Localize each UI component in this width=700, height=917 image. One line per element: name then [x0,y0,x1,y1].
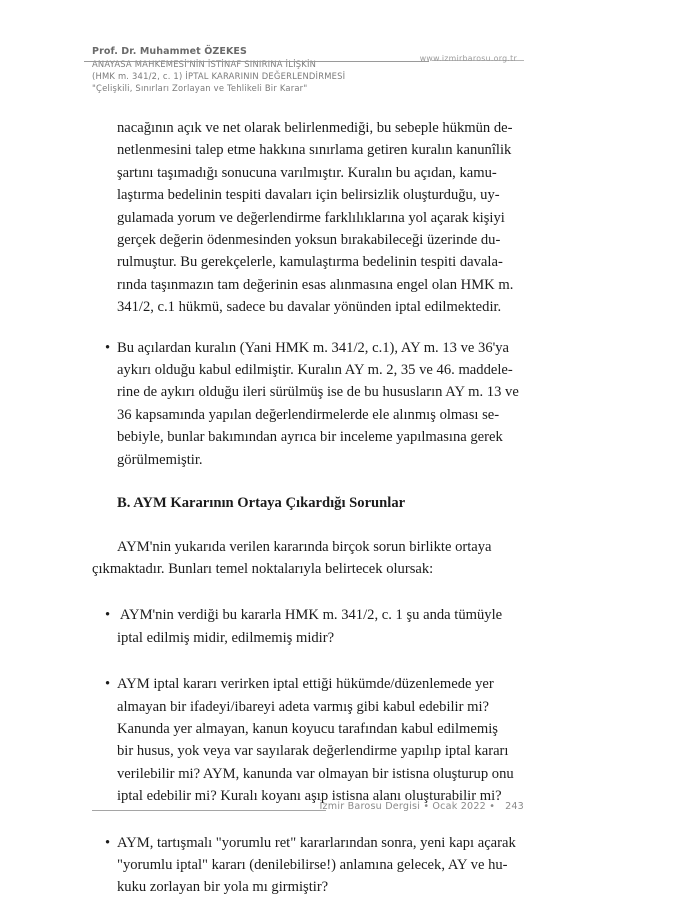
bullet-symbol: • [105,607,111,624]
bullet-symbol: • [105,676,111,693]
text-line: • AYM, tartışmalı "yorumlu ret" kararlarından sonra, yeni kapı açarak [105,832,522,854]
text-line: çıkmaktadır. Bunları temel noktalarıyla belirtecek olursak: [92,560,434,577]
article-title-line-1: ANAYASA MAHKEMESİ'NİN İSTİNAF SINIRINA İLİŞKİN [92,59,317,69]
text-line: rulmuştur. Bu gerekçelerle, kamulaştırma bedelinin tespiti davala- [117,254,503,271]
page-body [92,117,522,899]
text-line: "yorumlu iptal" kararı (denilebilirse!) anlamına gelecek, AY ve hu- [117,856,508,873]
text-line: laştırma bedelinin tespiti davaları için belirsizlik oluşturduğu, uy- [117,187,500,204]
page-footer [320,801,524,812]
text-line: iptal edilmiş midir, edilmemiş midir? [117,629,335,646]
author-name: Prof. Dr. Muhammet ÖZEKES [92,46,247,57]
bullet-paragraph [92,337,522,471]
text-line: 36 kapsamında yapılan değerlendirmelerde ele alınmış olması se- [117,406,500,423]
text-line: bebiyle, bunlar bakımından ayrıca bir inceleme yapılmasına gerek [117,429,503,446]
journal-name: İzmir Barosu Dergisi • Ocak 2022 • [319,801,496,812]
header-rule [84,61,429,62]
text-line: görülmemiştir. [117,451,203,468]
question-item [92,832,522,899]
section-heading: B. AYM Kararının Ortaya Çıkardığı Sorunlar [117,495,406,512]
text-line: gerçek değerin ödenmesinden yoksun bırakabileceği üzerinde du- [117,232,501,249]
text-line: iptal edebilir mi? Kuralı koyanı aşıp istisna alanı oluşturabilir mi? [117,788,502,805]
text-line: nacağının açık ve net olarak belirlenmediği, bu sebeple hükmün de- [117,120,513,136]
running-header [92,46,345,94]
question-item [92,604,522,649]
text-line: rında taşınmazın tam değerinin esas alınmasına engel olan HMK m. [117,276,514,293]
text-line: almayan bir ifadeyi/ibareyi adeta varmış gibi kabul edebilir mi? [117,698,490,715]
text-line: aykırı olduğu kabul edilmiştir. Kuralın AY m. 2, 35 ve 46. maddele- [117,362,513,379]
text-line: • Bu açılardan kuralın (Yani HMK m. 341/2, c.1), AY m. 13 ve 36'ya [105,337,522,359]
text-line: • AYM'nin verdiği bu kararla HMK m. 341/2, c. 1 şu anda tümüyle [105,604,522,626]
text-line: bir husus, yok veya var sayılarak değerlendirme yapılıp iptal kararı [117,743,509,760]
text-line: rine de aykırı olduğu ileri sürülmüş ise de bu hususların AY m. 13 ve [117,384,519,401]
text-line: 341/2, c.1 hükmü, sadece bu davalar yönünden iptal edilmektedir. [117,299,502,316]
article-subtitle: "Çelişkili, Sınırları Zorlayan ve Tehlikeli Bir Karar" [92,83,308,93]
text-line: verilebilir mi? AYM, kanunda var olmayan bir istisna oluşturup onu [117,765,514,782]
website-link[interactable]: www.izmirbarosu.org.tr [419,54,517,63]
text-line: AYM'nin yukarıda verilen kararında birçok sorun birlikte ortaya [117,538,492,555]
text-line: gulamada yorum ve değerlendirme farklılıklarına yol açarak kişiyi [117,209,505,226]
bullet-symbol: • [105,339,111,356]
text-line: kuku zorlayan bir yola mı girmiştir? [117,879,329,896]
question-item [92,673,522,807]
footer-rule [92,810,326,811]
intro-paragraph [92,536,522,581]
bullet-symbol: • [105,834,111,851]
continuation-paragraph [92,117,522,319]
text-line: şartını taşımadığı sonucuna varılmıştır. Kuralın bu açıdan, kamu- [117,164,497,181]
text-line: Kanunda yer almayan, kanun koyucu tarafından kabul edilmemiş [117,720,498,737]
text-line: netlenmesini talep etme hakkına sınırlama getiren kuralın kanunîlik [117,142,512,159]
text-line: • AYM iptal kararı verirken iptal ettiği hükümde/düzenlemede yer [105,673,522,695]
article-title-line-2: (HMK m. 341/2, c. 1) İPTAL KARARININ DEĞERLENDİRMESİ [92,71,346,81]
page-number: 243 [505,801,524,812]
